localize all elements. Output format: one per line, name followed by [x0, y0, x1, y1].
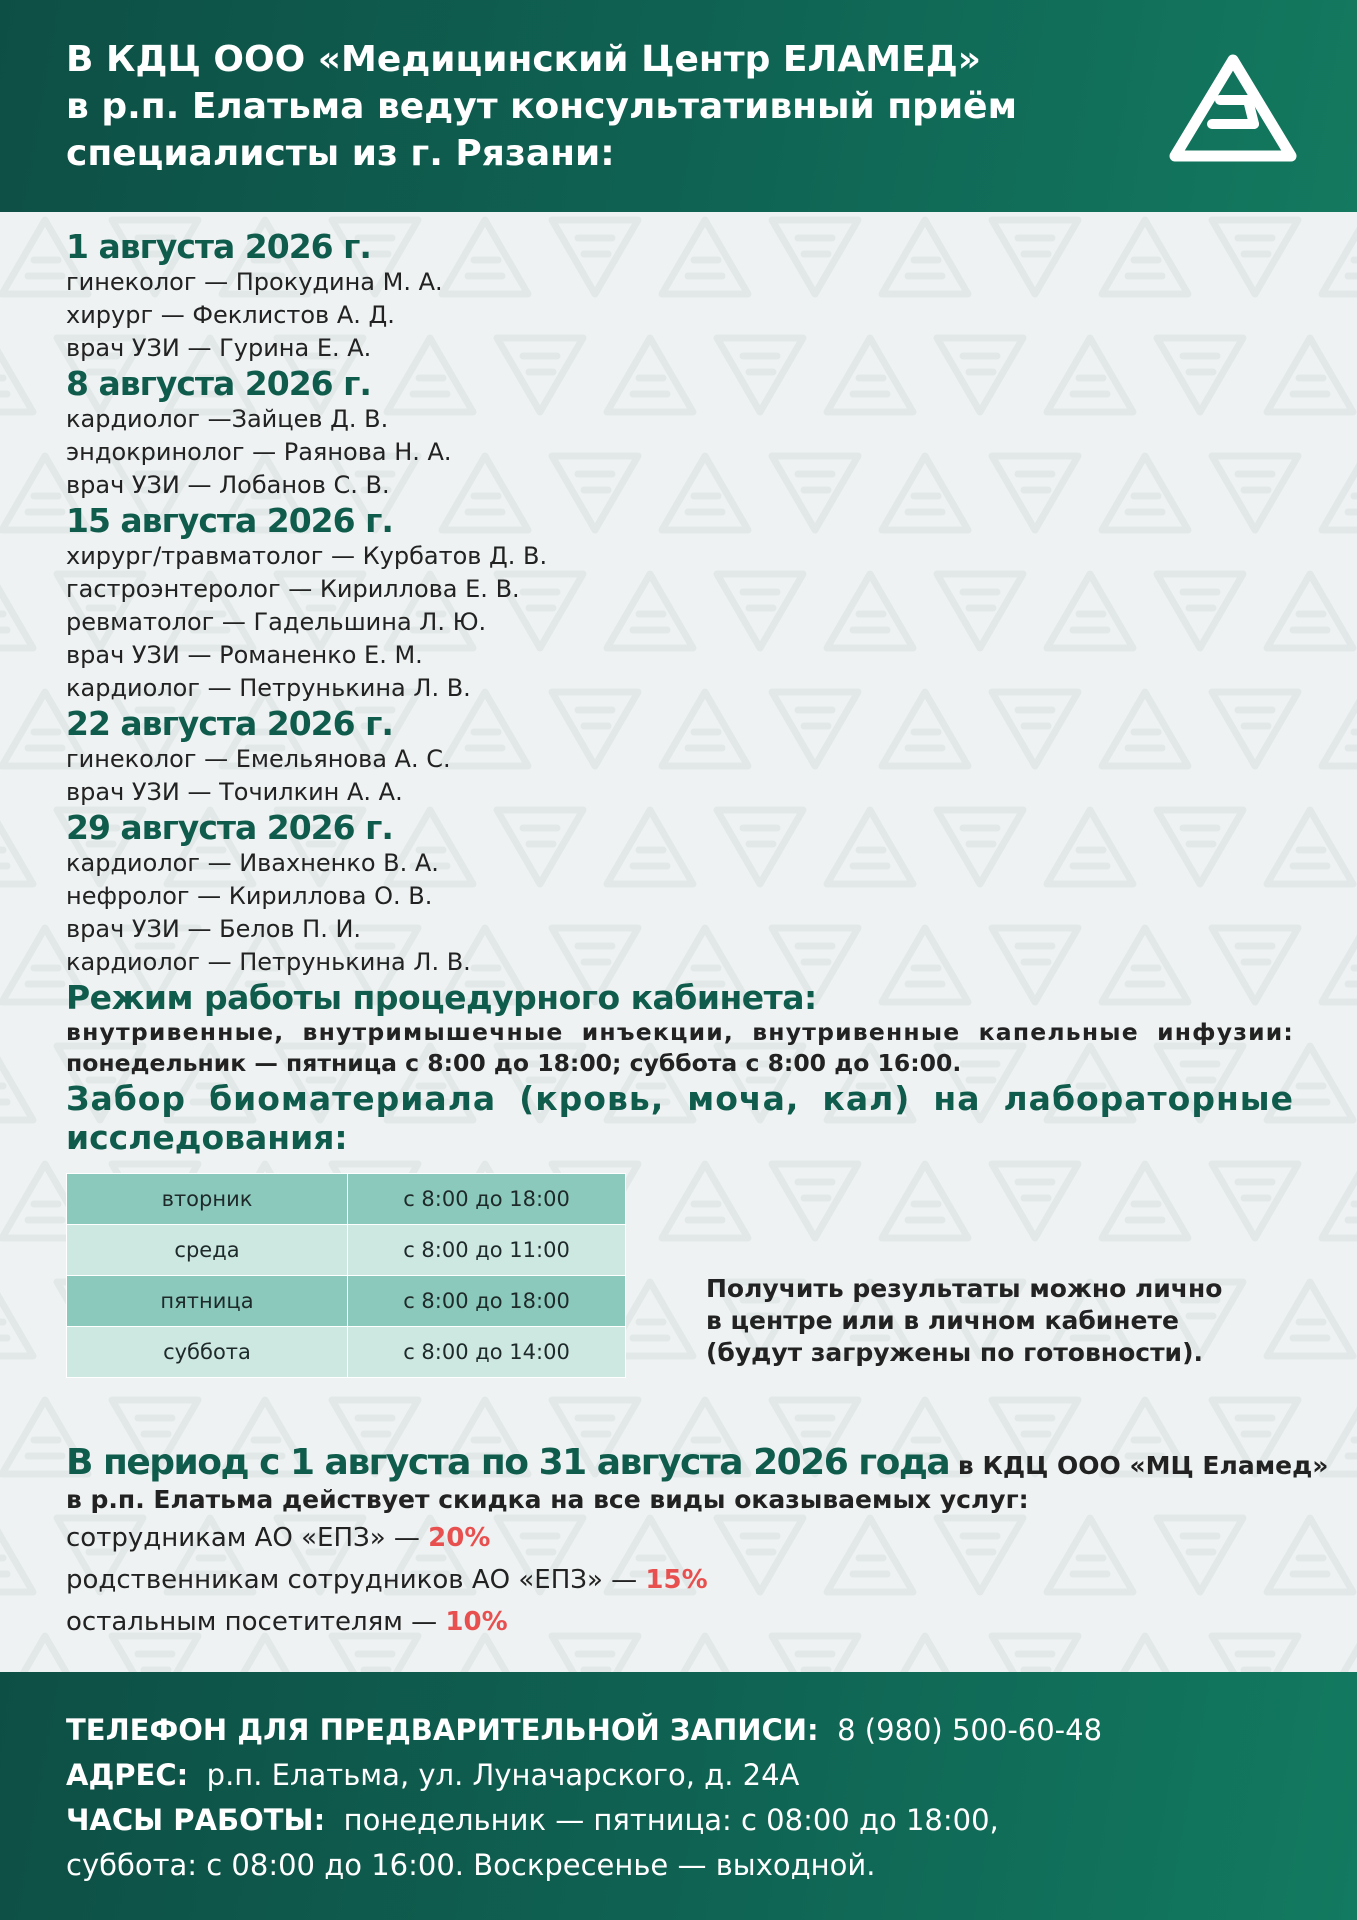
- pattern-triangle: [0, 1282, 33, 1356]
- hours-line-2: суббота: с 08:00 до 16:00. Воскресенье — выходной.: [66, 1848, 876, 1882]
- procedure-line: понедельник — пятница с 8:00 до 18:00; суббота с 8:00 до 16:00.: [66, 1049, 962, 1077]
- table-cell-time: с 8:00 до 14:00: [348, 1327, 626, 1378]
- procedure-text: [66, 1017, 1294, 1079]
- doctor-entry: нефролог — Кириллова О. В.: [66, 882, 433, 910]
- schedule-day-29: [66, 809, 1294, 979]
- doctor-entry: хирург — Феклистов А. Д.: [66, 301, 395, 329]
- schedule-date: 1 августа 2026 г.: [66, 227, 371, 266]
- pattern-triangle: [1322, 1636, 1357, 1672]
- biomaterial-title-line: Забор биоматериала (кровь, моча, кал) на лабораторные: [66, 1079, 1294, 1118]
- address-line: [66, 1753, 1102, 1798]
- pattern-triangle: [0, 810, 33, 884]
- header-banner: [0, 0, 1357, 212]
- results-line: (будут загружены по готовности).: [706, 1338, 1203, 1367]
- discount-percent: 20%: [428, 1523, 491, 1553]
- doctor-entry: врач УЗИ — Романенко Е. М.: [66, 641, 423, 669]
- elamed-logo-icon: [1168, 52, 1298, 164]
- schedule-day-15: [66, 502, 1294, 705]
- discount-item: [66, 1517, 1294, 1559]
- table-row: [67, 1276, 626, 1327]
- doctor-entry: эндокринолог — Раянова Н. А.: [66, 438, 452, 466]
- hours-value: понедельник — пятница: с 08:00 до 18:00,: [343, 1803, 999, 1837]
- pattern-triangle: [1322, 928, 1357, 1002]
- hours-label: ЧАСЫ РАБОТЫ:: [66, 1803, 326, 1837]
- hours-line: [66, 1798, 1102, 1843]
- biomaterial-schedule-table: [66, 1173, 626, 1378]
- procedure-room-section: [66, 979, 1294, 1079]
- discount-lead: [66, 1442, 1329, 1483]
- address-label: АДРЕС:: [66, 1758, 189, 1792]
- phone-label: ТЕЛЕФОН ДЛЯ ПРЕДВАРИТЕЛЬНОЙ ЗАПИСИ:: [66, 1713, 819, 1747]
- title-line: В КДЦ ООО «Медицинский Центр ЕЛАМЕД»: [66, 39, 982, 80]
- page-title: [66, 36, 1066, 177]
- doctor-entry: гинеколог — Емельянова А. С.: [66, 745, 451, 773]
- table-row: [67, 1327, 626, 1378]
- table-cell-day: суббота: [67, 1327, 348, 1378]
- pattern-triangle: [0, 338, 33, 412]
- schedule-date: 22 августа 2026 г.: [66, 704, 393, 743]
- discount-item-text: родственникам сотрудников АО «ЕПЗ» —: [66, 1565, 646, 1595]
- doctor-entry: врач УЗИ — Гурина Е. А.: [66, 334, 372, 362]
- doctor-entry: кардиолог — Петрунькина Л. В.: [66, 674, 471, 702]
- table-cell-time: с 8:00 до 18:00: [348, 1174, 626, 1225]
- doctor-entry: гинеколог — Прокудина М. А.: [66, 268, 443, 296]
- pattern-triangle: [1322, 1164, 1357, 1238]
- schedule-block: [66, 228, 1294, 979]
- schedule-date: 15 августа 2026 г.: [66, 501, 393, 540]
- schedule-date: 8 августа 2026 г.: [66, 364, 371, 403]
- pattern-triangle: [0, 1046, 33, 1120]
- procedure-title: Режим работы процедурного кабинета:: [66, 978, 817, 1017]
- schedule-day-8: [66, 365, 1294, 502]
- schedule-day-22: [66, 705, 1294, 809]
- doctor-entry: врач УЗИ — Белов П. И.: [66, 915, 362, 943]
- pattern-triangle: [1322, 220, 1357, 294]
- discount-percent: 15%: [645, 1565, 708, 1595]
- address-value: р.п. Елатьма, ул. Луначарского, д. 24А: [206, 1758, 800, 1792]
- title-line: в р.п. Елатьма ведут консультативный приём: [66, 86, 1018, 127]
- discount-item-text: сотрудникам АО «ЕПЗ» —: [66, 1523, 429, 1553]
- doctor-entry: кардиолог — Петрунькина Л. В.: [66, 948, 471, 976]
- pattern-triangle: [0, 1518, 33, 1592]
- table-cell-day: пятница: [67, 1276, 348, 1327]
- discount-item: [66, 1601, 1294, 1643]
- biomaterial-title-line: исследования:: [66, 1118, 348, 1157]
- doctor-entry: гастроэнтеролог — Кириллова Е. В.: [66, 575, 520, 603]
- pattern-triangle: [0, 574, 33, 648]
- discount-center: в КДЦ ООО «МЦ Еламед»: [949, 1451, 1329, 1480]
- title-line: специалисты из г. Рязани:: [66, 133, 615, 174]
- doctor-entry: кардиолог —Зайцев Д. В.: [66, 405, 389, 433]
- table-row: [67, 1225, 626, 1276]
- results-line: Получить результаты можно лично: [706, 1274, 1223, 1303]
- main-content: [66, 227, 1329, 1637]
- table-cell-time: с 8:00 до 18:00: [348, 1276, 626, 1327]
- procedure-line: внутривенные, внутримышечные инъекции, внутривенные капельные инфузии:: [66, 1018, 1294, 1046]
- table-cell-time: с 8:00 до 11:00: [348, 1225, 626, 1276]
- discount-percent: 10%: [445, 1607, 508, 1637]
- discount-item: [66, 1559, 1294, 1601]
- contact-lines: [66, 1708, 1102, 1888]
- phone-line: [66, 1708, 1102, 1753]
- phone-number[interactable]: 8 (980) 500-60-48: [837, 1713, 1103, 1747]
- doctor-entry: ревматолог — Гадельшина Л. Ю.: [66, 608, 487, 636]
- biomaterial-title: [66, 1079, 1294, 1157]
- discount-section: [66, 1442, 1329, 1643]
- schedule-day-1: [66, 228, 1294, 365]
- results-note: [706, 1273, 1222, 1369]
- schedule-date: 29 августа 2026 г.: [66, 808, 393, 847]
- pattern-triangle: [1322, 692, 1357, 766]
- doctor-entry: врач УЗИ — Лобанов С. В.: [66, 471, 390, 499]
- table-cell-day: вторник: [67, 1174, 348, 1225]
- doctor-entry: хирург/травматолог — Курбатов Д. В.: [66, 542, 548, 570]
- contact-footer: [0, 1672, 1357, 1920]
- results-line: в центре или в личном кабинете: [706, 1306, 1179, 1335]
- discount-period: В период с 1 августа по 31 августа 2026 года: [66, 1442, 950, 1483]
- doctor-entry: кардиолог — Ивахненко В. А.: [66, 849, 439, 877]
- table-cell-day: среда: [67, 1225, 348, 1276]
- discount-subtitle: в р.п. Елатьма действует скидка на все виды оказываемых услуг:: [66, 1485, 1029, 1514]
- table-row: [67, 1174, 626, 1225]
- pattern-triangle: [1322, 456, 1357, 530]
- doctor-entry: врач УЗИ — Точилкин А. А.: [66, 778, 403, 806]
- discount-item-text: остальным посетителям —: [66, 1607, 446, 1637]
